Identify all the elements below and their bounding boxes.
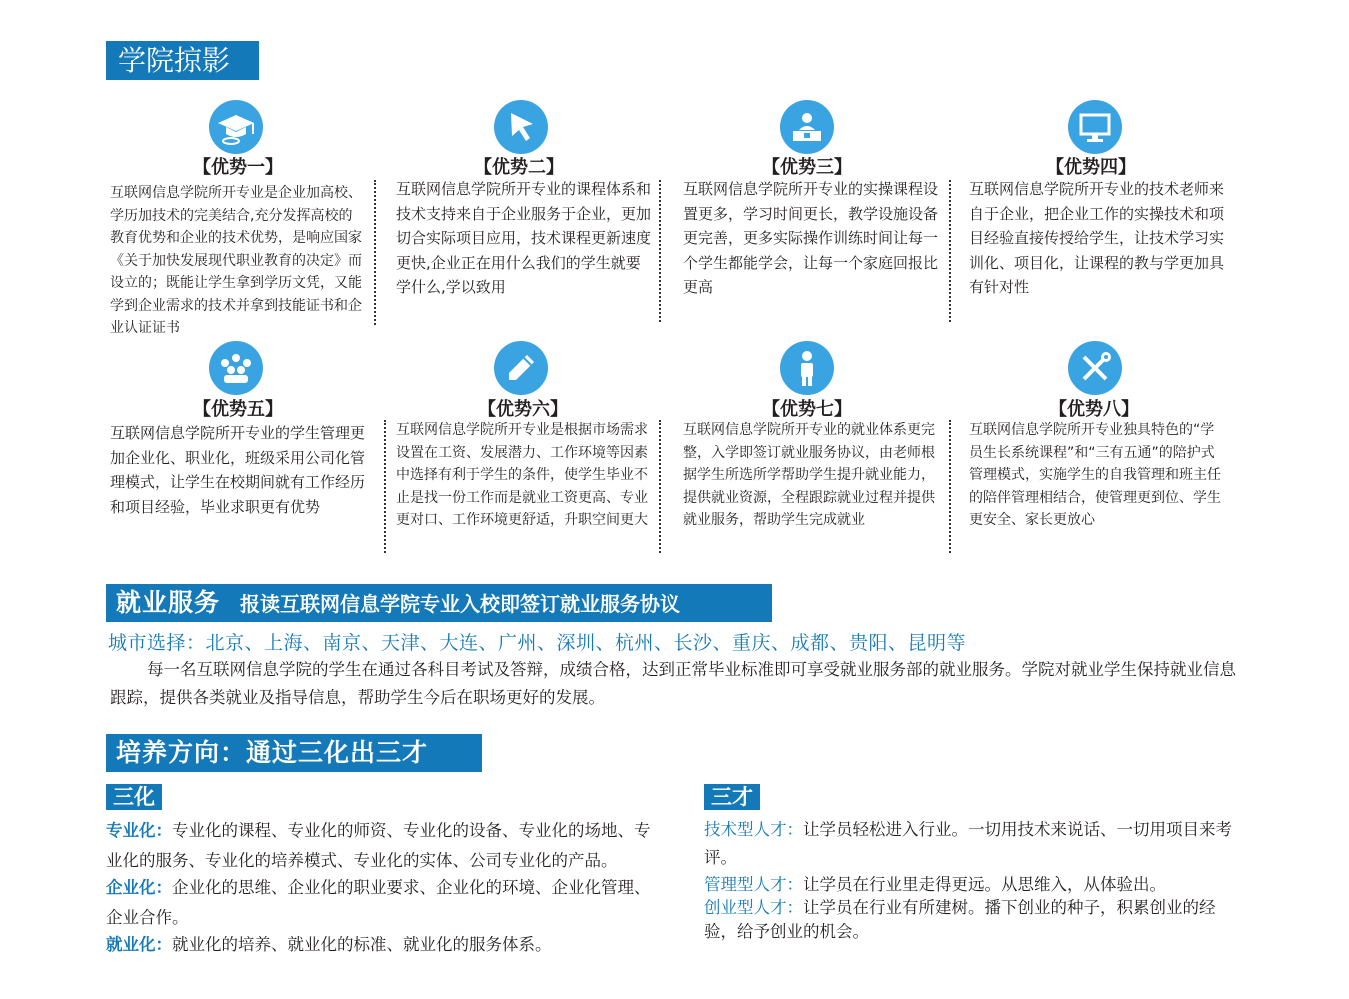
employment-paragraph: 每一名互联网信息学院的学生在通过各科目考试及答辩，成绩合格，达到正常毕业标准即可享受就业服务部的就业服务。学院对就业学生保持就业信息跟踪，提供各类就业及指导信息，帮助学生今后在职场更好的发展。 <box>110 660 1236 707</box>
advantage-text: 互联网信息学院所开专业的实操课程设置更多，学习时间更长，教学设施设备更完善，更多实际操作训练时间让每一个学生都能学会，让每一个家庭回报比更高 <box>683 180 939 296</box>
item-label: 企业化： <box>106 878 172 897</box>
section-header-training: 培养方向：通过三化出三才 <box>106 734 482 772</box>
section-header-employment <box>106 584 772 622</box>
employment-title: 就业服务 <box>116 588 221 617</box>
advantage-text: 互联网信息学院所开专业是根据市场需求设置在工资、发展潜力、工作环境等因素中选择有利于学生的条件，使学生毕业不止是找一份工作而是就业工资更高、专业更对口、工作环境更舒适，升职空间更大 <box>396 422 648 528</box>
divider <box>659 420 661 553</box>
advantage-title: 【优势五】 <box>193 399 283 420</box>
sanhua-header: 三化 <box>106 784 162 810</box>
advantage-text: 互联网信息学院所开专业独具特色的“学员生长系统课程”和“三有五通”的陪护式管理模式，实施学生的自我管理和班主任的陪伴管理相结合，使管理更到位、学生更安全、家长更放心 <box>969 422 1221 528</box>
list-item <box>106 930 651 960</box>
item-label: 专业化： <box>106 821 172 840</box>
city-selection: 城市选择：北京、上海、南京、天津、大连、广州、深圳、杭州、长沙、重庆、成都、贵阳、昆明等 <box>108 632 967 654</box>
cursor-arrow-icon <box>494 100 548 154</box>
item-label: 创业型人才： <box>704 898 803 917</box>
monitor-icon <box>1068 100 1122 154</box>
advantage-title: 【优势七】 <box>762 399 852 420</box>
advantage-text: 互联网信息学院所开专业是企业加高校、学历加技术的完美结合,充分发挥高校的教育优势和企业的技术优势，是响应国家《关于加快发展现代职业教育的决定》而设立的；既能让学生拿到学历文凭，又能学到企业需求的技术并拿到技能证书和企业认证证书 <box>110 185 362 336</box>
item-label: 就业化： <box>106 935 172 954</box>
section-header-campus: 学院掠影 <box>106 41 259 80</box>
divider <box>949 420 951 553</box>
employment-subtitle: 报读互联网信息学院专业入校即签订就业服务协议 <box>240 592 681 616</box>
item-text: 让学员在行业里走得更远。从思维入，从体验出。 <box>803 875 1166 894</box>
sanhua-list <box>106 816 651 960</box>
item-text: 专业化的课程、专业化的师资、专业化的设备、专业化的场地、专业化的服务、专业化的培养模式、专业化的实体、公司专业化的产品。 <box>106 821 651 870</box>
list-item <box>106 816 651 876</box>
item-text: 让学员在行业有所建树。播下创业的种子，积累创业的经验，给予创业的机会。 <box>704 898 1216 941</box>
advantage-title: 【优势六】 <box>478 399 568 420</box>
divider <box>949 180 951 322</box>
advantage-text: 互联网信息学院所开专业的技术老师来自于企业，把企业工作的实操技术和项目经验直接传授给学生，让技术学习实训化、项目化，让课程的教与学更加具有针对性 <box>969 180 1225 296</box>
advantage-title: 【优势三】 <box>762 157 852 178</box>
list-item <box>704 816 1244 872</box>
advantage-title: 【优势四】 <box>1046 157 1136 178</box>
advantage-text: 互联网信息学院所开专业的就业体系更完整，入学即签订就业服务协议，由老师根据学生所选所学帮助学生提升就业能力，提供就业资源，全程跟踪就业过程并提供就业服务，帮助学生完成就业 <box>683 422 935 528</box>
list-item <box>106 873 651 933</box>
item-label: 管理型人才： <box>704 875 803 894</box>
divider <box>374 180 376 325</box>
divider <box>384 420 386 553</box>
item-text: 企业化的思维、企业化的职业要求、企业化的环境、企业化管理、企业合作。 <box>106 878 651 927</box>
tools-icon <box>1068 341 1122 395</box>
item-label: 技术型人才： <box>704 820 803 839</box>
sancai-list <box>704 816 1244 944</box>
sancai-header: 三才 <box>704 784 760 810</box>
list-item <box>704 896 1244 944</box>
divider <box>659 180 661 322</box>
advantage-title: 【优势二】 <box>474 157 564 178</box>
person-icon <box>780 341 834 395</box>
teacher-desk-icon <box>780 100 834 154</box>
advantage-text: 互联网信息学院所开专业的学生管理更加企业化、职业化，班级采用公司化管理模式，让学生在校期间就有工作经历和项目经验，毕业求职更有优势 <box>110 424 366 516</box>
item-text: 就业化的培养、就业化的标准、就业化的服务体系。 <box>172 935 552 954</box>
advantage-text: 互联网信息学院所开专业的课程体系和技术支持来自于企业服务于企业，更加切合实际项目应用，技术课程更新速度更快,企业正在用什么我们的学生就要学什么,学以致用 <box>396 180 652 296</box>
team-icon <box>209 341 263 395</box>
advantage-title: 【优势八】 <box>1049 399 1139 420</box>
pencil-icon <box>494 341 548 395</box>
graduation-cap-icon <box>209 100 263 154</box>
item-text: 让学员轻松进入行业。一切用技术来说话、一切用项目来考评。 <box>704 820 1232 867</box>
advantage-title: 【优势一】 <box>193 157 283 178</box>
list-item <box>704 874 1244 896</box>
